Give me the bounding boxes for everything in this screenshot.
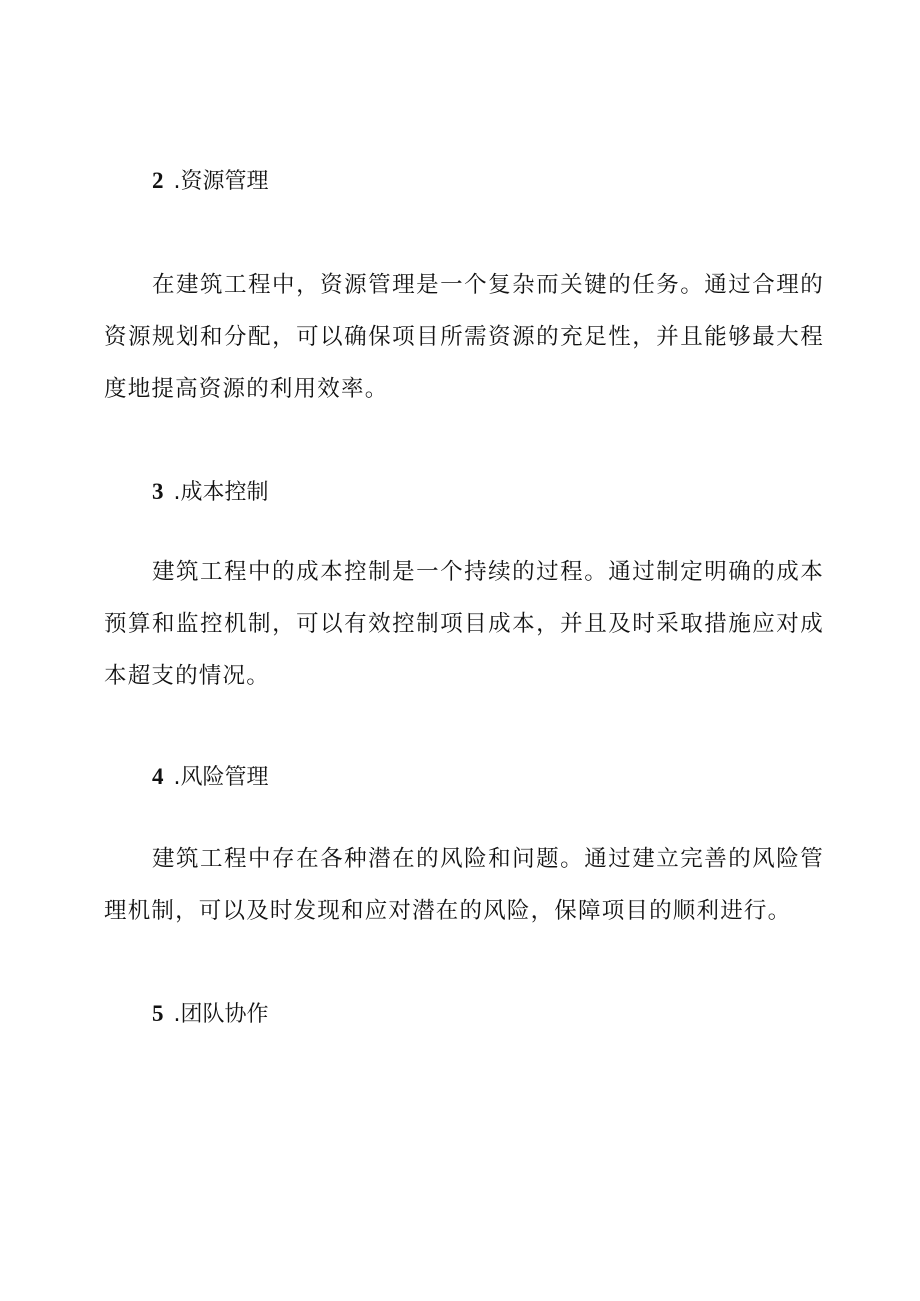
section-title: .团队协作 <box>173 1002 269 1027</box>
section-heading-risk-management <box>152 762 269 793</box>
section-paragraph-risk-management: 建筑工程中存在各种潜在的风险和问题。通过建立完善的风险管理机制，可以及时发现和应对潜在的风险，保障项目的顺利进行。 <box>104 846 824 924</box>
section-heading-resource-management <box>152 166 269 197</box>
section-paragraph-resource-management: 在建筑工程中，资源管理是一个复杂而关键的任务。通过合理的资源规划和分配，可以确保项目所需资源的充足性，并且能够最大程度地提高资源的利用效率。 <box>104 272 824 402</box>
section-title: .风险管理 <box>173 765 269 790</box>
section-number: 3 <box>152 479 164 504</box>
section-number: 2 <box>152 168 164 193</box>
section-title: .资源管理 <box>173 169 269 194</box>
section-number: 5 <box>152 1001 164 1026</box>
section-number: 4 <box>152 764 164 789</box>
section-title: .成本控制 <box>173 480 269 505</box>
section-heading-cost-control <box>152 477 269 508</box>
section-paragraph-cost-control: 建筑工程中的成本控制是一个持续的过程。通过制定明确的成本预算和监控机制，可以有效控制项目成本，并且及时采取措施应对成本超支的情况。 <box>104 559 824 689</box>
section-heading-team-collaboration <box>152 999 269 1030</box>
